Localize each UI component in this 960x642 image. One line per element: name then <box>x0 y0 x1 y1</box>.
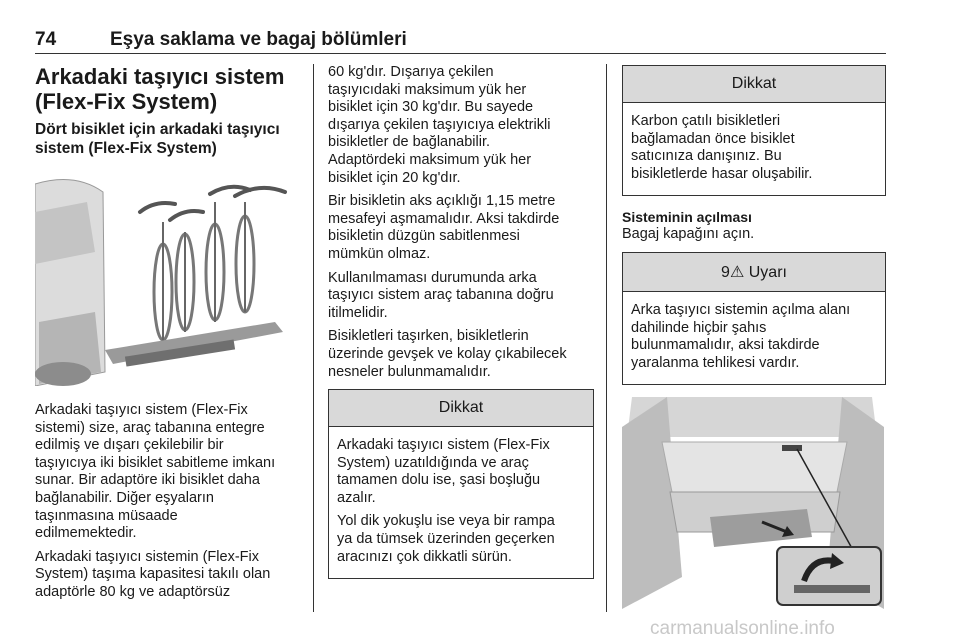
warning-title: 9⚠ Uyarı <box>623 253 885 292</box>
column-1 <box>35 64 297 608</box>
warning-symbol: ⚠ <box>729 263 745 281</box>
section-heading: Arkadaki taşıyıcı sistem (Flex-Fix System) <box>35 64 285 114</box>
page-header <box>35 29 886 54</box>
opening-subheading: Sisteminin açılması <box>622 209 752 226</box>
notice-box <box>328 389 594 579</box>
column-divider-2 <box>606 64 607 612</box>
page-title: Eşya saklama ve bagaj bölümleri <box>110 29 407 50</box>
open-tailgate-instruction: Bagaj kapağını açın. <box>622 226 755 243</box>
warning-icon: 9 <box>721 263 730 281</box>
warning-text: Arka taşıyıcı sistemin açılma alanı dahilinde hiçbir şahıs bulunmamalıdır, aksi takdirde yaralanma tehlikesi vardır. <box>631 301 851 371</box>
notice-title: Dikkat <box>623 66 885 103</box>
page-number: 74 <box>35 29 57 50</box>
storage-paragraph: Kullanılmaması durumunda arka taşıyıcı sistem araç tabanına doğru itilmelidir. <box>328 269 554 321</box>
notice-text-1: Arkadaki taşıyıcı sistem (Flex-Fix System) uzatıldığında ve araç tamamen dolu ise, şasi boşluğu azalır. <box>337 437 550 506</box>
load-paragraph: 60 kg'dır. Dışarıya çekilen taşıyıcıdaki maksimum yük her bisiklet için 30 kg'dır. Bu sayede dışarıya çekilen taşıyıcıya elektrikli bisikletler de bağlanabilir. Adaptördeki maksimum yük her bisiklet için 20 kg'dır. <box>328 64 551 186</box>
carbon-notice-text: Karbon çatılı bisikletleri bağlamadan önce bisiklet satıcınıza danışınız. Bu bisikletlerde hasar oluşabilir. <box>631 113 813 182</box>
carbon-notice-box <box>622 65 886 196</box>
intro-paragraph: Arkadaki taşıyıcı sistem (Flex-Fix sistemi) size, araç tabanına entegre edilmiş ve dışarı çekilebilir bir taşıyıcıya iki bisiklet sabitleme imkanı sunar. Bir adaptöre iki bisiklet daha bağlanabilir. Diğer eşyaların taşınmasına müsaade edilmemektedir. Arkadaki taşıyıcı sistemin (Flex-Fix System) taşıma kapasitesi takılı olan adaptörle 80 kg ve adaptörsüz <box>35 402 297 602</box>
capacity-paragraph: Arkadaki taşıyıcı sistemin (Flex-Fix System) taşıma kapasitesi takılı olan adaptörle 80 kg ve adaptörsüz <box>35 548 271 600</box>
notice-title: Dikkat <box>329 390 593 427</box>
axle-paragraph: Bir bisikletin aks açıklığı 1,15 metre mesafeyi aşmamalıdır. Aksi takdirde bisikletin düzgün sabitlenmesi mümkün olmaz. <box>328 193 560 262</box>
bike-carrier-illustration <box>35 172 297 386</box>
warning-box <box>622 252 886 385</box>
column-divider-1 <box>313 64 314 612</box>
notice-text-2: Yol dik yokuşlu ise veya bir rampa ya da tümsek üzerinden geçerken aracınızı çok dikkatli sürün. <box>337 513 555 565</box>
column-3 <box>622 64 886 609</box>
loose-items-paragraph: Bisikletleri taşırken, bisikletlerin üzerinde gevşek ve kolay çıkabilecek nesneler bulunmamalıdır. <box>328 328 567 380</box>
watermark: carmanualsonline.info <box>650 618 835 639</box>
tailgate-illustration <box>622 397 884 609</box>
column-2 <box>328 64 594 579</box>
sub-heading: Dört bisiklet için arkadaki taşıyıcı sistem (Flex-Fix System) <box>35 121 280 157</box>
